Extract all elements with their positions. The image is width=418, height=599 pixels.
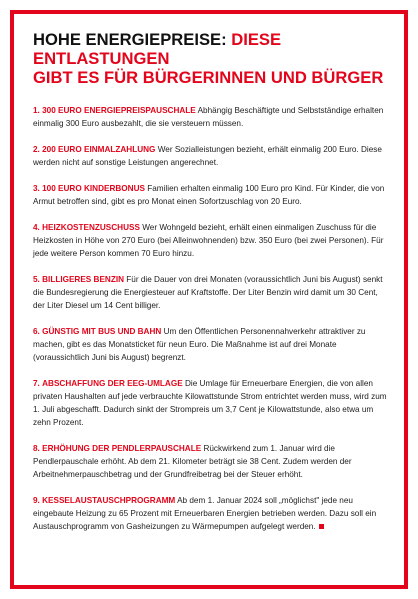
item-heading: GÜNSTIG MIT BUS UND BAHN (42, 327, 162, 336)
item-heading: KESSELAUSTAUSCHPROGRAMM (42, 496, 176, 505)
list-item (33, 273, 389, 312)
item-number: 7. (33, 379, 40, 388)
list-item (33, 221, 389, 260)
item-heading: HEIZKOSTENZUSCHUSS (42, 223, 140, 232)
item-text: Ab dem 1. Januar 2024 soll „möglichst" jede neu eingebaute Heizung zu 65 Prozent mit Erneuerbaren Energien betrieben werden. Dazu soll ein Austauschprogramm von Gasheizungen zu Wärmepumpen aufgelegt werden. (33, 496, 377, 531)
list-item (33, 325, 389, 364)
item-text: Rückwirkend zum 1. Januar wird die Pendlerpauschale erhöht. Ab dem 21. Kilometer beträgt sie 38 Cent. Zudem werden der Arbeitnehmerpauschbetrag und der Grundfreibetrag bei der Steuer erhöht. (33, 444, 352, 479)
item-text: Um den Öffentlichen Personennahverkehr attraktiver zu machen, gibt es das Monatsticket für neun Euro. Die Maßnahme ist auf drei Monate (voraussichtlich Juni bis August) begrenzt. (33, 327, 366, 362)
title-red-line1: DIESE ENTLASTUNGEN (33, 30, 282, 68)
item-text: Wer Sozialleistungen bezieht, erhält einmalig 200 Euro. Diese werden nicht auf sonstige Leistungen angerechnet. (33, 145, 382, 167)
item-text: Familien erhalten einmalig 100 Euro pro Kind. Für Kinder, die von Armut betroffen sind, gibt es pro Monat einen Sofortzuschlag von 20 Euro. (33, 184, 385, 206)
title-black: HOHE ENERGIEPREISE: (33, 30, 227, 49)
list-item (33, 182, 389, 208)
measures-list (33, 104, 389, 533)
item-heading: BILLIGERES BENZIN (42, 275, 125, 284)
item-text: Für die Dauer von drei Monaten (voraussichtlich Juni bis August) senkt die Bundesregierung die Energiesteuer auf Kraftstoffe. Der Liter Benzin wird damit um 30 Cent, der Liter Diesel um 14 Cent billiger. (33, 275, 383, 310)
end-square-icon (319, 524, 324, 529)
item-number: 3. (33, 184, 40, 193)
item-number: 9. (33, 496, 40, 505)
title-red-line2: GIBT ES FÜR BÜRGERINNEN UND BÜRGER (33, 68, 384, 87)
list-item (33, 104, 389, 130)
list-item (33, 377, 389, 429)
item-number: 5. (33, 275, 40, 284)
list-item (33, 442, 389, 481)
item-number: 6. (33, 327, 40, 336)
item-text: Wer Wohngeld bezieht, erhält einen einmaligen Zuschuss für die Heizkosten in Höhe von 270 Euro (bei Alleinwohnenden) bzw. 350 Euro (bei zwei Personen). Für jede weitere Person kommen 70 Euro hinzu. (33, 223, 384, 258)
item-number: 4. (33, 223, 40, 232)
item-text: Die Umlage für Erneuerbare Energien, die von allen privaten Haushalten auf jede verbrauchte Kilowattstunde Strom entrichtet werden muss, wird zum 1. Juli abgeschafft. Dadurch sinkt der Strompreis um 3,7 Cent je Kilowattstunde, also etwa um zehn Prozent. (33, 379, 387, 427)
list-item (33, 494, 389, 533)
item-heading: ERHÖHUNG DER PENDLERPAUSCHALE (42, 444, 202, 453)
item-number: 2. (33, 145, 40, 154)
item-heading: 200 EURO EINMALZAHLUNG (42, 145, 156, 154)
item-number: 1. (33, 106, 40, 115)
item-number: 8. (33, 444, 40, 453)
list-item (33, 143, 389, 169)
item-text: Abhängig Beschäftigte und Selbstständige erhalten einmalig 300 Euro ausbezahlt, die sie versteuern müssen. (33, 106, 384, 128)
item-heading: ABSCHAFFUNG DER EEG-UMLAGE (42, 379, 183, 388)
item-heading: 100 EURO KINDERBONUS (42, 184, 145, 193)
info-box (10, 10, 408, 589)
page-title (33, 30, 389, 87)
item-heading: 300 EURO ENERGIEPREISPAUSCHALE (42, 106, 196, 115)
